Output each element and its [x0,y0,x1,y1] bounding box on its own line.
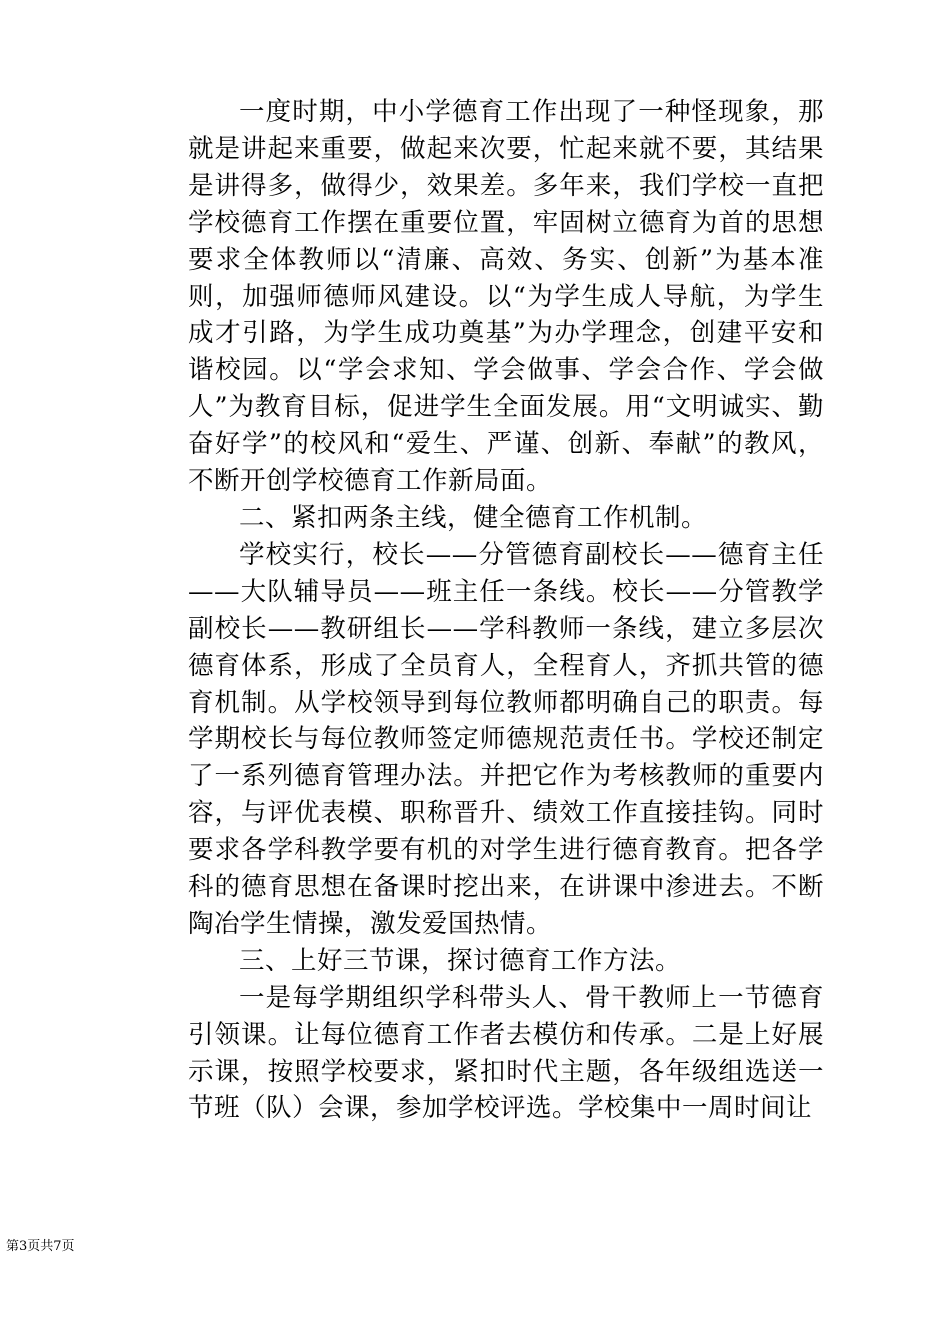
paragraph-management-structure: 学校实行，校长——分管德育副校长——德育主任——大队辅导员——班主任一条线。校长——分管教学副校长——教研组长——学科教师一条线，建立多层次德育体系，形成了全员育人，全程育人，齐抓共管的德育机制。从学校领导到每位教师都明确自己的职责。每学期校长与每位教师签定师德规范责任书。学校还制定了一系列德育管理办法。并把它作为考核教师的重要内容，与评优表模、职称晋升、绩效工作直接挂钩。同时要求各学科教学要有机的对学生进行德育教育。把各学科的德育思想在备课时挖出来，在讲课中渗进去。不断陶冶学生情操，激发爱国热情。 [188,539,824,939]
paragraph-moral-education-overview: 一度时期，中小学德育工作出现了一种怪现象，那就是讲起来重要，做起来次要，忙起来就不要，其结果是讲得多，做得少，效果差。多年来，我们学校一直把学校德育工作摆在重要位置，牢固树立德育为首的思想要求全体教师以“清廉、高效、务实、创新”为基本准则，加强师德师风建设。以“为学生成人导航，为学生成才引路，为学生成功奠基”为办学理念，创建平安和谐校园。以“学会求知、学会做事、学会合作、学会做人”为教育目标，促进学生全面发展。用“文明诚实、勤奋好学”的校风和“爱生、严谨、创新、奉献”的教风，不断开创学校德育工作新局面。 [188,97,824,497]
section-heading-three-lessons: 三、上好三节课，探讨德育工作方法。 [239,945,682,976]
document-body [188,94,824,1127]
paragraph-three-lessons-detail: 一是每学期组织学科带头人、骨干教师上一节德育引领课。让每位德育工作者去模仿和传承。二是上好展示课，按照学校要求，紧扣时代主题，各年级组选送一节班（队）会课，参加学校评选。学校集中一周时间让 [188,982,824,1124]
page-indicator: 第3页共7页 [6,1239,75,1254]
section-heading-two-main-lines: 二、紧扣两条主线，健全德育工作机制。 [239,502,708,533]
